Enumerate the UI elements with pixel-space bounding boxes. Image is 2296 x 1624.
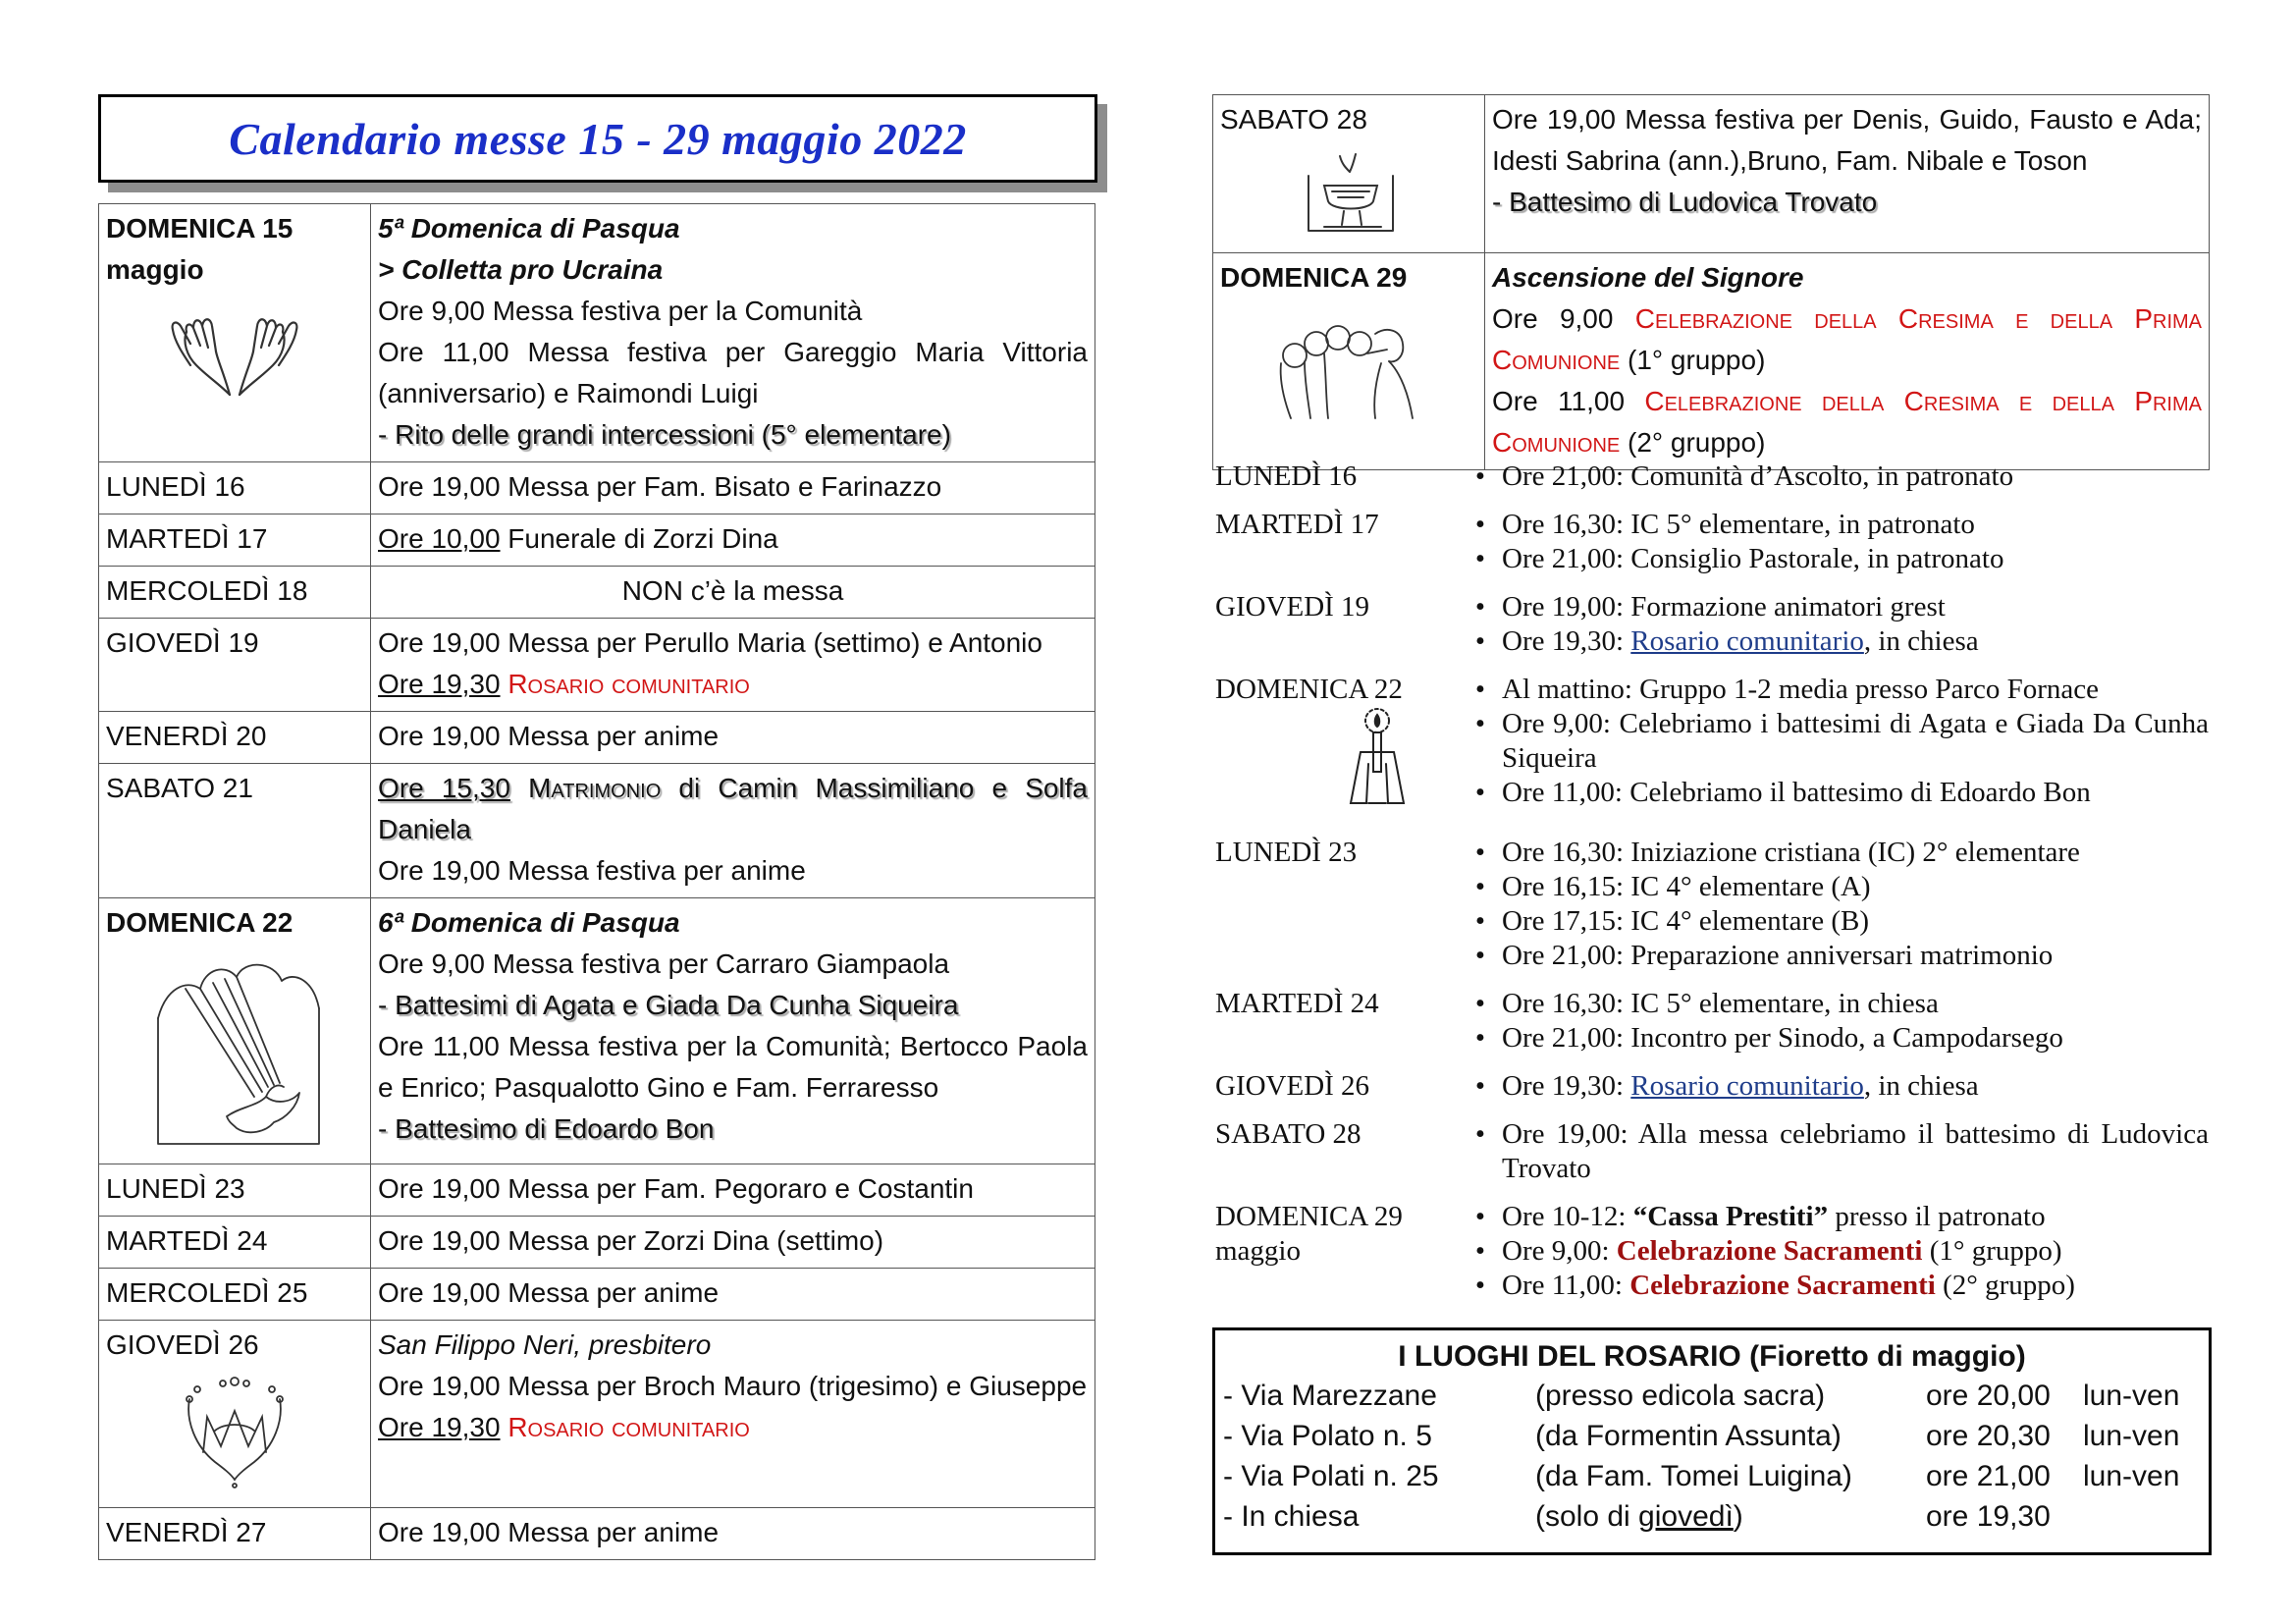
activity-day-row bbox=[1215, 460, 2209, 494]
day-label: VENERDÌ 20 bbox=[106, 721, 267, 751]
content-cell bbox=[371, 567, 1095, 619]
activity-day-row bbox=[1215, 673, 2209, 822]
rosario-row bbox=[1215, 1456, 2209, 1496]
time-label: Ore 19,30 bbox=[378, 669, 501, 699]
line-text: Ore 9,00 bbox=[1492, 303, 1635, 334]
line-text: 6ª Domenica di Pasqua bbox=[378, 907, 680, 938]
rosario-row bbox=[1215, 1416, 2209, 1456]
bullet-icon: • bbox=[1474, 1118, 1486, 1150]
mass-row bbox=[99, 567, 1095, 619]
day-label: MERCOLEDÌ 25 bbox=[106, 1277, 308, 1308]
mass-line bbox=[1492, 381, 2202, 463]
activity-suffix: presso il patronato bbox=[1828, 1201, 2046, 1232]
mass-line bbox=[378, 291, 1088, 332]
rosario-link[interactable]: Rosario comunitario bbox=[1630, 1070, 1864, 1102]
rosario-cell: lun-ven bbox=[2083, 1380, 2180, 1412]
content-cell bbox=[1485, 95, 2210, 253]
content-cell bbox=[371, 1164, 1095, 1217]
line-suffix: (2° gruppo) bbox=[1620, 427, 1766, 458]
mass-line bbox=[378, 208, 1088, 249]
activity-item bbox=[1459, 939, 2209, 973]
mass-line bbox=[378, 902, 1088, 944]
activity-text: Al mattino: Gruppo 1-2 media presso Parco Fornace bbox=[1502, 674, 2100, 705]
line-text: San Filippo Neri, presbitero bbox=[378, 1329, 712, 1360]
mass-line bbox=[378, 1220, 1088, 1262]
activity-text: Ore 10-12: bbox=[1502, 1201, 1633, 1232]
rosario-link[interactable]: Rosario comunitario bbox=[1630, 625, 1864, 657]
day-label: GIOVEDÌ 26 bbox=[106, 1329, 259, 1360]
activity-text: Ore 16,30: Iniziazione cristiana (IC) 2° elementare bbox=[1502, 837, 2080, 868]
day-label: SABATO 28 bbox=[1220, 104, 1367, 135]
day-cell bbox=[99, 462, 371, 514]
bullet-icon: • bbox=[1474, 509, 1486, 540]
bullet-icon: • bbox=[1474, 591, 1486, 623]
day-label: LUNEDÌ 23 bbox=[106, 1173, 245, 1204]
activity-text: Ore 11,00: bbox=[1502, 1270, 1630, 1301]
line-text: di Camin Massimiliano e Solfa Daniela bbox=[378, 773, 1089, 844]
line-text: - Battesimo di Ludovica Trovato bbox=[1492, 187, 1878, 217]
mass-row bbox=[1213, 253, 2210, 470]
line-text: Ore 19,00 Messa per Broch Mauro (trigesimo) e Giuseppe bbox=[378, 1371, 1088, 1401]
line-text: > Colletta pro Ucraina bbox=[378, 254, 664, 285]
mass-row bbox=[99, 1508, 1095, 1560]
bullet-icon: • bbox=[1474, 905, 1486, 937]
mass-line bbox=[378, 1366, 1088, 1407]
line-text: Ascensione del Signore bbox=[1492, 262, 1804, 293]
activity-text: Ore 16,15: IC 4° elementare (A) bbox=[1502, 871, 1871, 902]
time-label: Ore 19,30 bbox=[378, 1412, 501, 1442]
content-cell bbox=[371, 1269, 1095, 1321]
baptism-candle-icon bbox=[1215, 705, 1459, 822]
content-cell bbox=[371, 1508, 1095, 1560]
day-cell bbox=[99, 567, 371, 619]
activity-day-label: DOMENICA 22 bbox=[1215, 674, 1403, 705]
activity-item bbox=[1459, 1234, 2209, 1269]
day-cell bbox=[99, 1321, 371, 1508]
activity-text: Ore 19,30: bbox=[1502, 1070, 1631, 1102]
rosario-places-box bbox=[1212, 1327, 2212, 1555]
bullet-icon: • bbox=[1474, 871, 1486, 902]
activity-day-label: GIOVEDÌ 19 bbox=[1215, 591, 1370, 623]
activity-text: Ore 19,30: bbox=[1502, 625, 1631, 657]
activity-item bbox=[1459, 1021, 2209, 1056]
activity-item bbox=[1459, 707, 2209, 776]
bullet-icon: • bbox=[1474, 625, 1486, 657]
mass-line bbox=[378, 1325, 1088, 1366]
activity-item bbox=[1459, 1069, 2209, 1104]
mass-line bbox=[378, 716, 1088, 757]
mass-row bbox=[99, 1217, 1095, 1269]
day-cell bbox=[99, 1217, 371, 1269]
activity-day-row bbox=[1215, 987, 2209, 1056]
day-cell bbox=[1213, 253, 1485, 470]
line-suffix: (1° gruppo) bbox=[1620, 345, 1766, 375]
mass-row bbox=[99, 514, 1095, 567]
activity-day-label: LUNEDÌ 23 bbox=[1215, 837, 1358, 868]
marian-monogram-icon bbox=[106, 1372, 363, 1501]
day-cell bbox=[99, 514, 371, 567]
activity-day-row bbox=[1215, 1200, 2209, 1303]
day-cell bbox=[99, 204, 371, 462]
day-label: VENERDÌ 27 bbox=[106, 1517, 267, 1547]
activity-suffix: (2° gruppo) bbox=[1935, 1270, 2075, 1301]
rosario-row bbox=[1215, 1496, 2209, 1537]
activity-day-row bbox=[1215, 1069, 2209, 1104]
day-cell bbox=[99, 712, 371, 764]
activity-day-label: SABATO 28 bbox=[1215, 1118, 1362, 1150]
activity-suffix: , in chiesa bbox=[1863, 1070, 1979, 1102]
activity-text: Ore 19,00: Alla messa celebriamo il battesimo di Ludovica Trovato bbox=[1502, 1118, 2209, 1184]
activity-text: Ore 9,00: Celebriamo i battesimi di Agata e Giada Da Cunha Siqueira bbox=[1502, 708, 2209, 774]
bullet-icon: • bbox=[1474, 1235, 1486, 1267]
line-text: Ore 9,00 Messa festiva per Carraro Giampaola bbox=[378, 948, 950, 979]
mass-line bbox=[1492, 99, 2202, 182]
mass-line bbox=[378, 1168, 1088, 1210]
mass-line bbox=[378, 768, 1088, 850]
line-text: Ore 19,00 Messa per anime bbox=[378, 721, 720, 751]
day-cell bbox=[1213, 95, 1485, 253]
mass-row bbox=[99, 462, 1095, 514]
bullet-icon: • bbox=[1474, 543, 1486, 574]
day-label: SABATO 21 bbox=[106, 773, 253, 803]
day-label: LUNEDÌ 16 bbox=[106, 471, 245, 502]
activity-text: Ore 21,00: Comunità d’Ascolto, in patronato bbox=[1502, 460, 2014, 492]
day-label: maggio bbox=[106, 254, 204, 285]
line-text: Funerale di Zorzi Dina bbox=[500, 523, 778, 554]
day-label: MARTEDÌ 17 bbox=[106, 523, 268, 554]
rosario-cell: (presso edicola sacra) bbox=[1535, 1380, 1826, 1412]
mass-line bbox=[378, 664, 1088, 705]
line-text: - Rito delle grandi intercessioni (5° elementare) bbox=[378, 419, 951, 450]
rosario-cell: (da Formentin Assunta) bbox=[1535, 1420, 1842, 1452]
activity-item bbox=[1459, 836, 2209, 870]
mass-line bbox=[1492, 257, 2202, 298]
rosario-cell: (solo di giovedì) bbox=[1535, 1500, 1743, 1533]
activity-item bbox=[1459, 624, 2209, 659]
day-label: MERCOLEDÌ 18 bbox=[106, 575, 308, 606]
rosario-cell: - Via Marezzane bbox=[1223, 1380, 1437, 1412]
line-text: Ore 19,00 Messa per Zorzi Dina (settimo) bbox=[378, 1225, 884, 1256]
confirmation-icon bbox=[1220, 304, 1477, 434]
activity-item bbox=[1459, 542, 2209, 576]
mass-line bbox=[378, 570, 1088, 612]
line-text: Ore 19,00 Messa per Fam. Bisato e Farinazzo bbox=[378, 471, 942, 502]
activity-highlight: Celebrazione Sacramenti bbox=[1616, 1235, 1923, 1267]
rosario-heading: I LUOGHI DEL ROSARIO (Fioretto di maggio) bbox=[1398, 1340, 2026, 1373]
activity-item bbox=[1459, 1117, 2209, 1186]
activity-item bbox=[1459, 904, 2209, 939]
activity-suffix: , in chiesa bbox=[1863, 625, 1979, 657]
bullet-icon: • bbox=[1474, 1022, 1486, 1054]
highlight-label: Rosario comunitario bbox=[507, 669, 750, 699]
content-cell bbox=[371, 1321, 1095, 1508]
time-label: Ore 10,00 bbox=[378, 523, 501, 554]
content-cell bbox=[371, 514, 1095, 567]
mass-line bbox=[1492, 182, 2202, 223]
line-text: Ore 11,00 bbox=[1492, 386, 1645, 416]
activity-day-row bbox=[1215, 508, 2209, 576]
day-label: MARTEDÌ 24 bbox=[106, 1225, 268, 1256]
day-cell bbox=[99, 1508, 371, 1560]
activity-item bbox=[1459, 1269, 2209, 1303]
bullet-icon: • bbox=[1474, 460, 1486, 492]
activity-day-row bbox=[1215, 836, 2209, 973]
line-text: 5ª Domenica di Pasqua bbox=[378, 213, 680, 244]
mass-line bbox=[378, 944, 1088, 985]
mass-line bbox=[378, 1512, 1088, 1553]
line-text: Ore 11,00 Messa festiva per la Comunità; Bertocco Paola e Enrico; Pasqualotto Gino e Fam. Ferraresso bbox=[378, 1031, 1088, 1103]
activity-text: Ore 16,30: IC 5° elementare, in chiesa bbox=[1502, 988, 1939, 1019]
holy-spirit-dove-icon bbox=[106, 949, 363, 1158]
day-cell bbox=[99, 1164, 371, 1217]
mass-row bbox=[99, 1321, 1095, 1508]
mass-row bbox=[99, 712, 1095, 764]
day-label: DOMENICA 15 bbox=[106, 213, 294, 244]
time-label: Ore 15,30 bbox=[378, 773, 510, 803]
mass-line bbox=[378, 850, 1088, 892]
day-label: GIOVEDÌ 19 bbox=[106, 627, 259, 658]
rosario-cell: (da Fam. Tomei Luigina) bbox=[1535, 1460, 1852, 1492]
activity-bold: “Cassa Prestiti” bbox=[1632, 1201, 1829, 1232]
rosario-cell: ore 19,30 bbox=[1926, 1500, 2051, 1533]
bullet-icon: • bbox=[1474, 708, 1486, 739]
activity-day-label: GIOVEDÌ 26 bbox=[1215, 1070, 1370, 1102]
activity-item bbox=[1459, 776, 2209, 810]
day-cell bbox=[99, 619, 371, 712]
mass-line bbox=[378, 414, 1088, 456]
activity-item bbox=[1459, 460, 2209, 494]
line-text: Ore 11,00 Messa festiva per Gareggio Maria Vittoria (anniversario) e Raimondi Luigi bbox=[378, 337, 1088, 408]
content-cell bbox=[371, 204, 1095, 462]
mass-line bbox=[378, 466, 1088, 508]
activity-item bbox=[1459, 508, 2209, 542]
activity-text: Ore 21,00: Consiglio Pastorale, in patronato bbox=[1502, 543, 2004, 574]
rosario-cell: - Via Polato n. 5 bbox=[1223, 1420, 1432, 1452]
line-text: Ore 9,00 Messa festiva per la Comunità bbox=[378, 296, 863, 326]
rosario-row bbox=[1215, 1376, 2209, 1416]
event-type-label: Matrimonio bbox=[528, 773, 662, 803]
bullet-icon: • bbox=[1474, 988, 1486, 1019]
mass-row bbox=[1213, 95, 2210, 253]
baptismal-font-icon bbox=[1220, 146, 1477, 246]
line-text: Ore 19,00 Messa per anime bbox=[378, 1517, 720, 1547]
day-cell bbox=[99, 764, 371, 898]
activities-list bbox=[1215, 460, 2209, 1303]
activity-text: Ore 21,00: Incontro per Sinodo, a Campodarsego bbox=[1502, 1022, 2063, 1054]
activity-text: Ore 9,00: bbox=[1502, 1235, 1617, 1267]
day-cell bbox=[99, 898, 371, 1164]
rosario-cell: - In chiesa bbox=[1223, 1500, 1360, 1533]
mass-row bbox=[99, 619, 1095, 712]
activity-highlight: Celebrazione Sacramenti bbox=[1629, 1270, 1936, 1301]
bullet-icon: • bbox=[1474, 1070, 1486, 1102]
line-text: Ore 19,00 Messa festiva per Denis, Guido, Fausto e Ada; Idesti Sabrina (ann.),Bruno, Fam. Nibale e Toson bbox=[1492, 104, 2202, 176]
mass-line bbox=[378, 1109, 1088, 1150]
rosario-cell: ore 20,00 bbox=[1926, 1380, 2051, 1412]
bullet-icon: • bbox=[1474, 940, 1486, 971]
rosario-cell: - Via Polati n. 25 bbox=[1223, 1460, 1439, 1492]
activity-day-label: DOMENICA 29 bbox=[1215, 1201, 1403, 1232]
content-cell bbox=[371, 898, 1095, 1164]
activity-day-label: maggio bbox=[1215, 1235, 1301, 1267]
activity-item bbox=[1459, 870, 2209, 904]
mass-line bbox=[378, 249, 1088, 291]
activity-text: Ore 21,00: Preparazione anniversari matrimonio bbox=[1502, 940, 2054, 971]
activity-day-row bbox=[1215, 590, 2209, 659]
rosario-cell: ore 20,30 bbox=[1926, 1420, 2051, 1452]
content-cell bbox=[371, 462, 1095, 514]
activity-text: Ore 19,00: Formazione animatori grest bbox=[1502, 591, 1946, 623]
rosario-cell: lun-ven bbox=[2083, 1460, 2180, 1492]
line-text: Ore 19,00 Messa festiva per anime bbox=[378, 855, 806, 886]
line-text: - Battesimo di Edoardo Bon bbox=[378, 1113, 715, 1144]
line-text: Ore 19,00 Messa per Perullo Maria (settimo) e Antonio bbox=[378, 627, 1042, 658]
line-text: - Battesimi di Agata e Giada Da Cunha Siqueira bbox=[378, 990, 959, 1020]
activity-item bbox=[1459, 1200, 2209, 1234]
content-cell bbox=[371, 764, 1095, 898]
mass-line bbox=[378, 623, 1088, 664]
activity-item bbox=[1459, 987, 2209, 1021]
activity-suffix: (1° gruppo) bbox=[1922, 1235, 2062, 1267]
bullet-icon: • bbox=[1474, 777, 1486, 808]
mass-line bbox=[378, 332, 1088, 414]
activity-day-row bbox=[1215, 1117, 2209, 1186]
rosario-cell bbox=[2083, 1496, 2201, 1537]
line-text: Ore 19,00 Messa per anime bbox=[378, 1277, 720, 1308]
activity-text: Ore 11,00: Celebriamo il battesimo di Edoardo Bon bbox=[1502, 777, 2091, 808]
mass-line bbox=[378, 985, 1088, 1026]
activity-day-label: MARTEDÌ 17 bbox=[1215, 509, 1379, 540]
day-label: DOMENICA 29 bbox=[1220, 262, 1408, 293]
mass-row bbox=[99, 1164, 1095, 1217]
line-text: Ore 19,00 Messa per Fam. Pegoraro e Costantin bbox=[378, 1173, 974, 1204]
mass-row bbox=[99, 204, 1095, 462]
title-box bbox=[98, 94, 1097, 183]
mass-calendar-table-continued bbox=[1212, 94, 2210, 470]
content-cell bbox=[371, 619, 1095, 712]
mass-line bbox=[378, 1272, 1088, 1314]
day-cell bbox=[99, 1269, 371, 1321]
highlight-label: Celebrazione della Cresima e della Prima Comunione bbox=[1492, 303, 2202, 375]
mass-row bbox=[99, 764, 1095, 898]
activity-item bbox=[1459, 673, 2209, 707]
mass-line bbox=[1492, 298, 2202, 381]
content-cell bbox=[371, 712, 1095, 764]
bullet-icon: • bbox=[1474, 674, 1486, 705]
mass-row bbox=[99, 898, 1095, 1164]
bullet-icon: • bbox=[1474, 837, 1486, 868]
highlight-label: Rosario comunitario bbox=[507, 1412, 750, 1442]
bullet-icon: • bbox=[1474, 1201, 1486, 1232]
content-cell bbox=[1485, 253, 2210, 470]
mass-calendar-table bbox=[98, 203, 1095, 1560]
praying-hands-icon bbox=[106, 297, 363, 416]
highlight-label: Celebrazione della Cresima e della Prima Comunione bbox=[1492, 386, 2202, 458]
rosario-cell: lun-ven bbox=[2083, 1420, 2180, 1452]
mass-line bbox=[378, 1407, 1088, 1448]
activity-text: Ore 17,15: IC 4° elementare (B) bbox=[1502, 905, 1869, 937]
activity-item bbox=[1459, 590, 2209, 624]
activity-text: Ore 16,30: IC 5° elementare, in patronato bbox=[1502, 509, 1975, 540]
page-title: Calendario messe 15 - 29 maggio 2022 bbox=[229, 113, 967, 164]
line-text: NON c’è la messa bbox=[621, 575, 844, 606]
mass-row bbox=[99, 1269, 1095, 1321]
activity-day-label: LUNEDÌ 16 bbox=[1215, 460, 1358, 492]
content-cell bbox=[371, 1217, 1095, 1269]
bullet-icon: • bbox=[1474, 1270, 1486, 1301]
day-label: DOMENICA 22 bbox=[106, 907, 294, 938]
rosario-cell: ore 21,00 bbox=[1926, 1460, 2051, 1492]
mass-line bbox=[378, 1026, 1088, 1109]
activity-day-label: MARTEDÌ 24 bbox=[1215, 988, 1379, 1019]
mass-line bbox=[378, 518, 1088, 560]
